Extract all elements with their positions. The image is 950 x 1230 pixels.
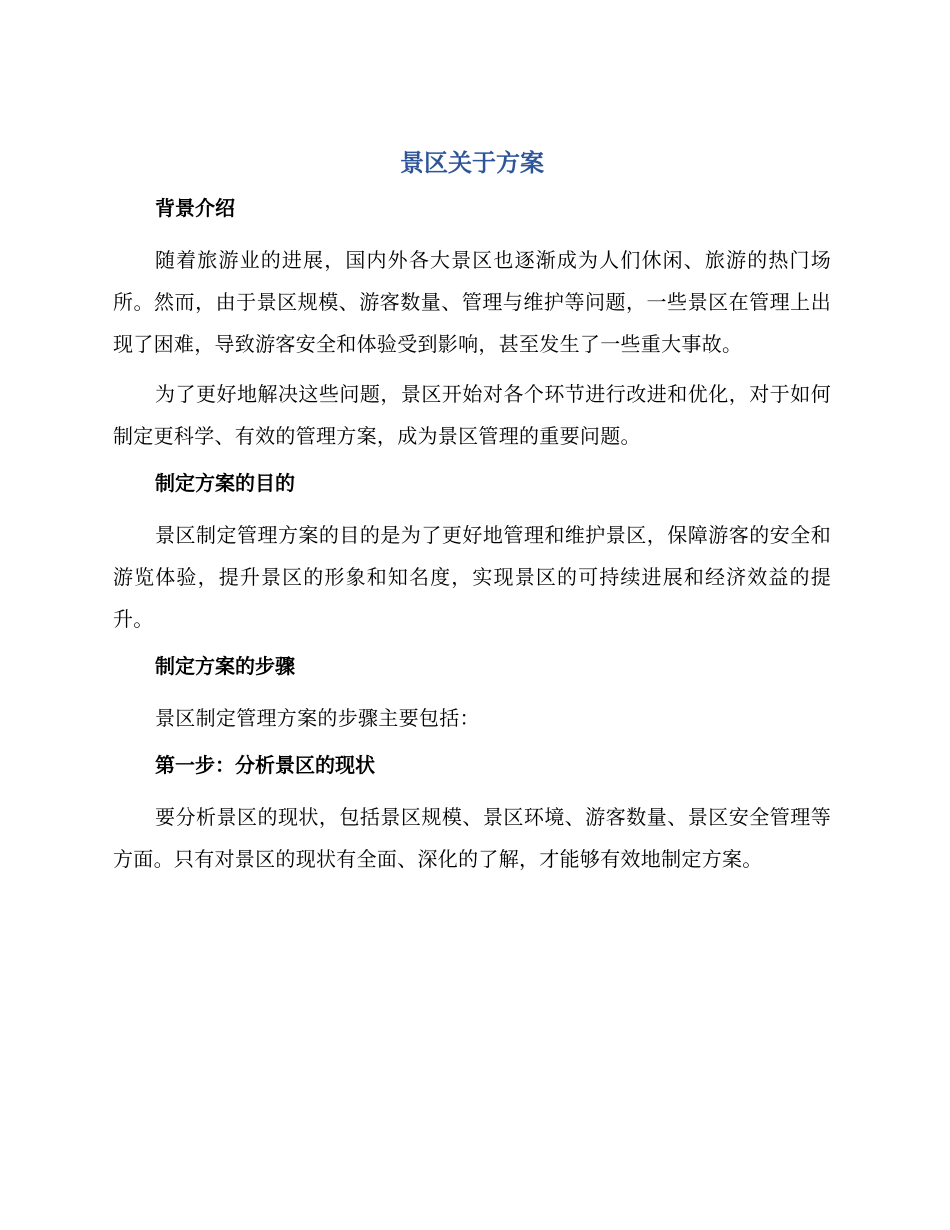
section-heading-background: 背景介绍 [155, 196, 235, 220]
section-heading-purpose: 制定方案的目的 [155, 471, 295, 495]
section-heading-steps: 制定方案的步骤 [155, 654, 295, 678]
section-heading-step-one: 第一步：分析景区的现状 [155, 753, 375, 777]
document-title: 景区关于方案 [400, 149, 544, 177]
document-page [113, 146, 831, 888]
paragraph-step-one: 要分析景区的现状，包括景区规模、景区环境、游客数量、景区安全管理等方面。只有对景区的现状有全面、深化的了解，才能够有效地制定方案。 [113, 805, 831, 871]
paragraph-purpose: 景区制定管理方案的目的是为了更好地管理和维护景区，保障游客的安全和游览体验，提升景区的形象和知名度，实现景区的可持续进展和经济效益的提升。 [113, 523, 831, 631]
paragraph-background-1: 随着旅游业的进展，国内外各大景区也逐渐成为人们休闲、旅游的热门场所。然而，由于景区规模、游客数量、管理与维护等问题，一些景区在管理上出现了困难，导致游客安全和体验受到影响，甚至发生了一些重大事故。 [113, 248, 831, 356]
paragraph-background-2: 为了更好地解决这些问题，景区开始对各个环节进行改进和优化，对于如何制定更科学、有效的管理方案，成为景区管理的重要问题。 [113, 382, 831, 448]
paragraph-steps: 景区制定管理方案的步骤主要包括： [155, 706, 480, 730]
